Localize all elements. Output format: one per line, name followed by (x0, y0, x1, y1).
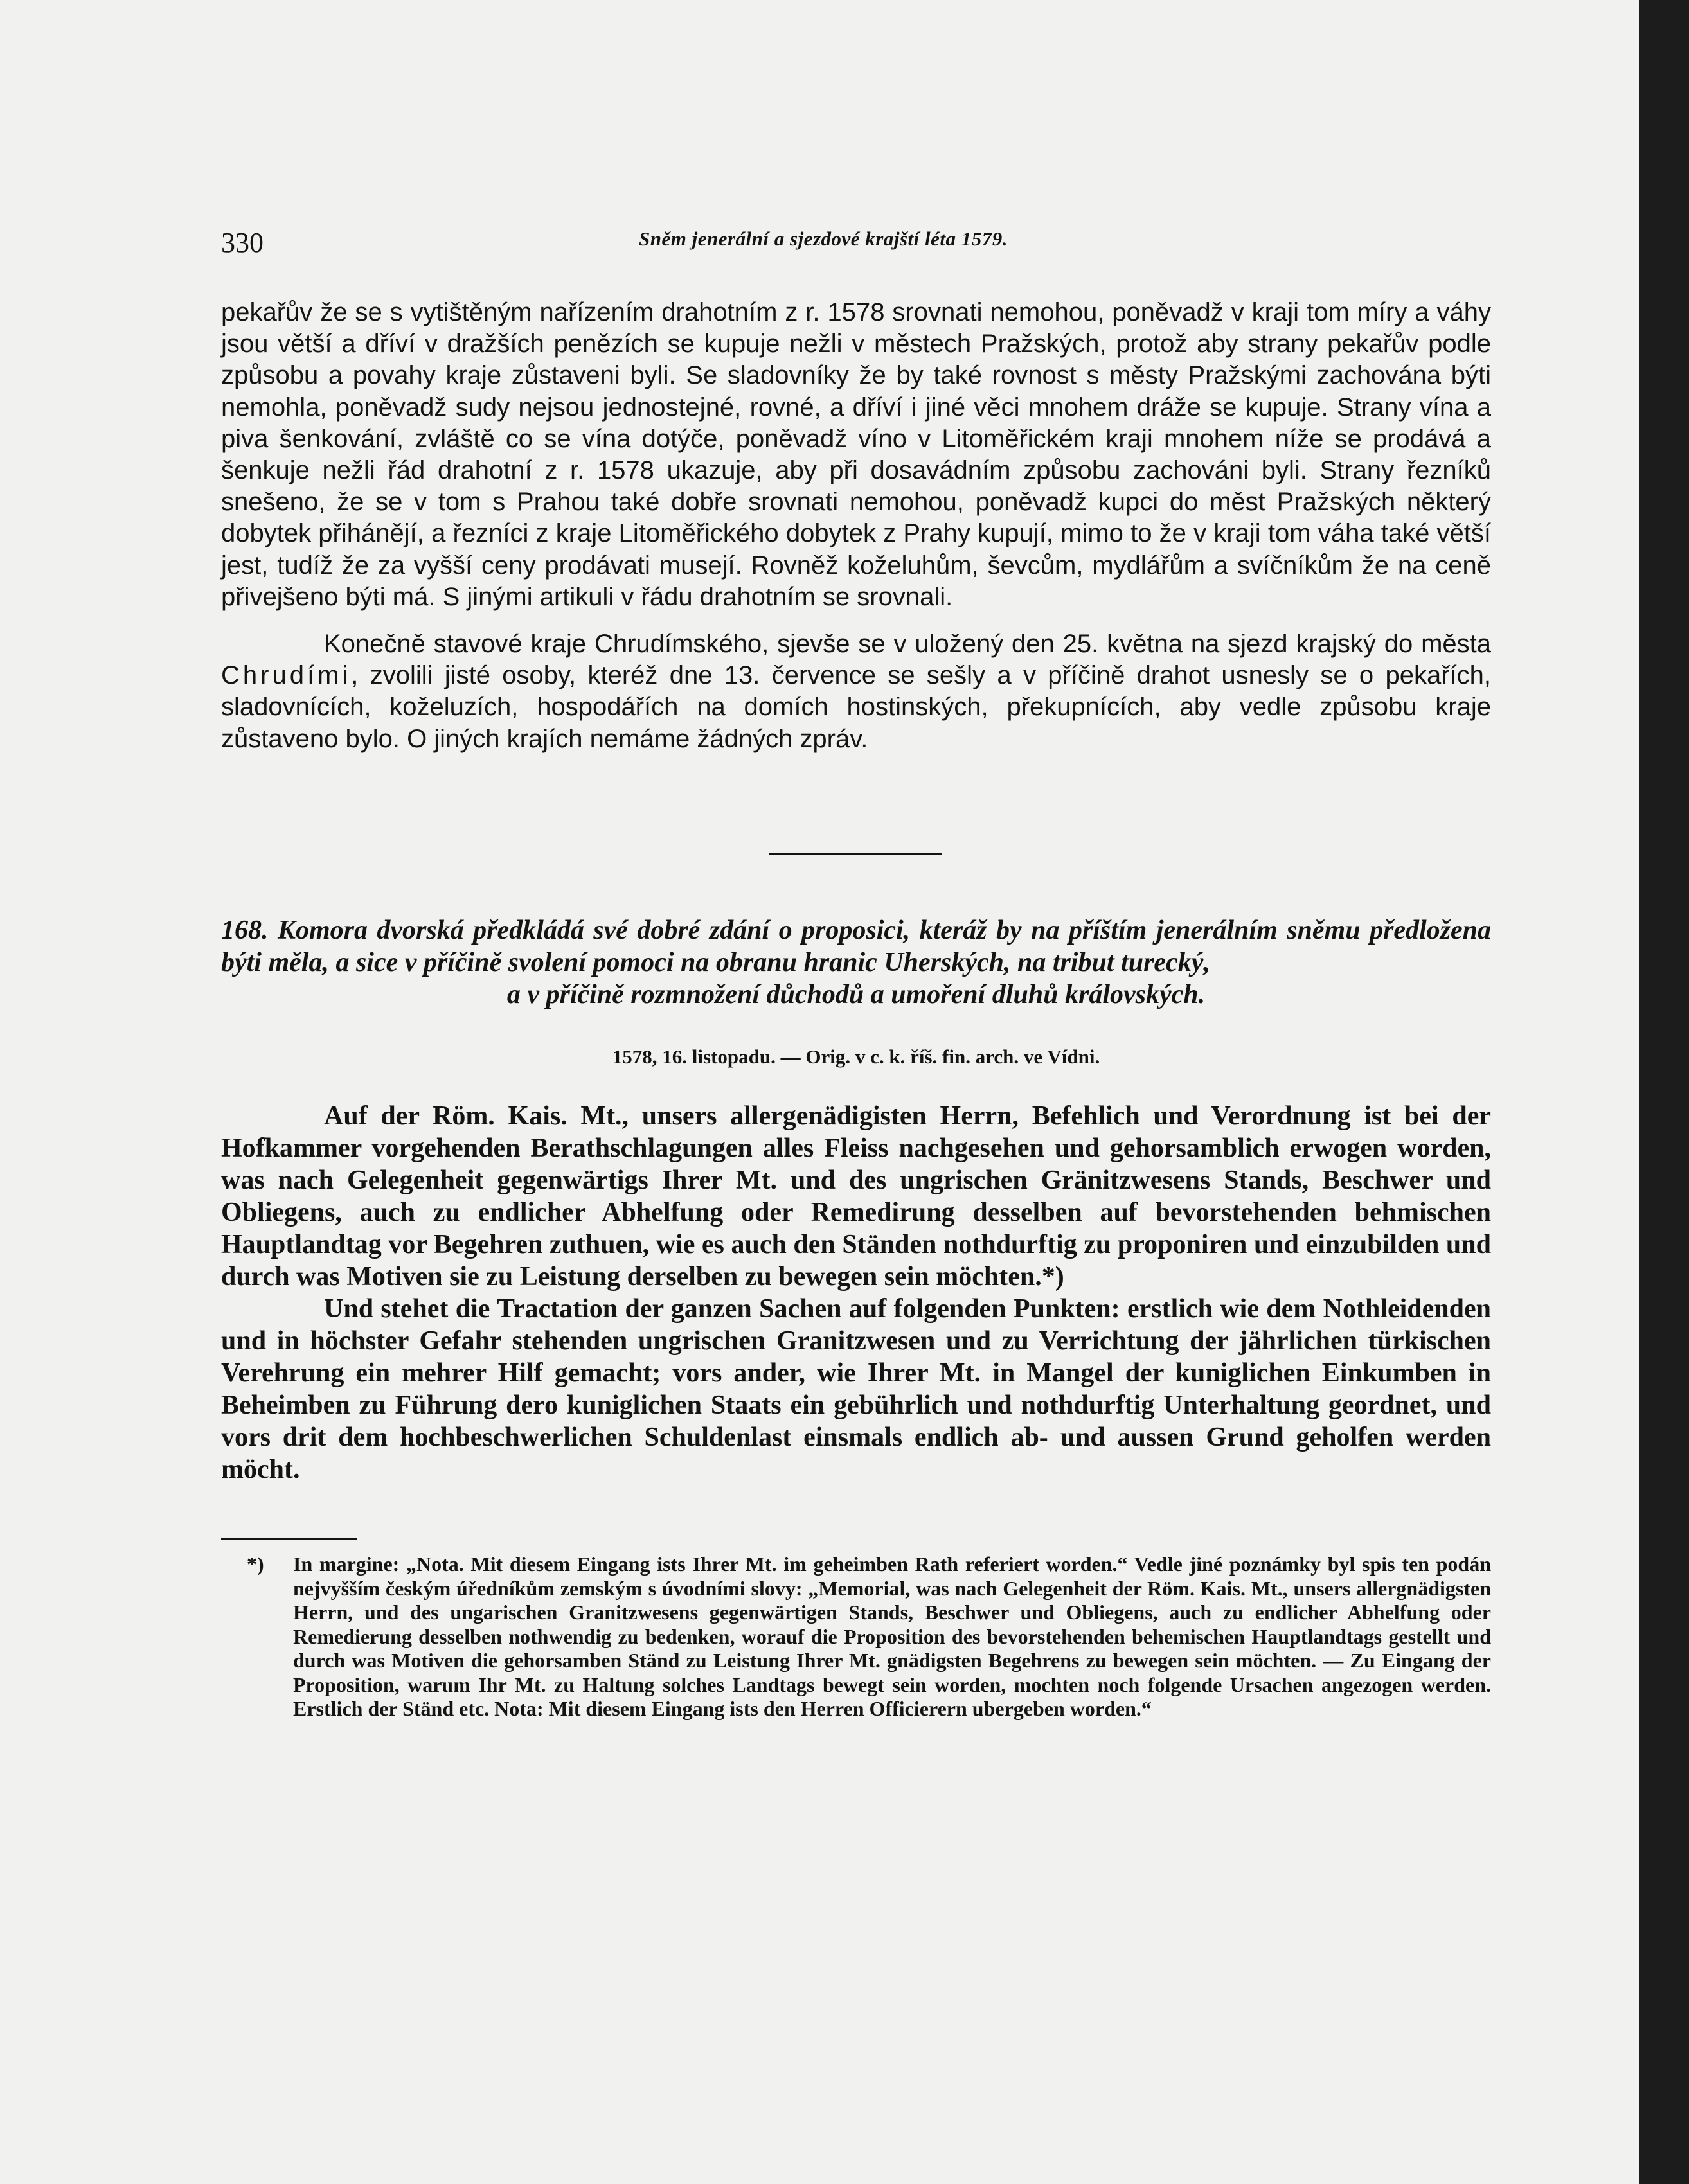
czech-paragraph-2 (221, 628, 1491, 755)
footnote (247, 1552, 1491, 1721)
footnote-marker: *) (247, 1552, 264, 1576)
german-paragraph-2: Und stehet die Tractation der ganzen Sachen auf folgenden Punkten: erstlich wie dem Nothleidenden und in höchster Gefahr stehenden ungrischen Granitzwesen und zu Verrichtung der jährlichen türkischen Verehrung ein mehrer Hilf gemacht; vors ander, wie Ihrer Mt. in Mangel der kuniglichen Einkumben in Beheimben zu Führung dero kuniglichen Staats ein gebührlich und nothdurftig Unterhaltung geordnet, und vors drit dem hochbeschwerlichen Schuldenlast einsmals endlich ab- und aussen Grund geholfen werden möcht. (221, 1294, 1491, 1484)
document-heading (221, 914, 1491, 1011)
document-heading-main: Komora dvorská předkládá své dobré zdání o proposici, kteráž by na příštím jenerálním sněmu předložena býti měla, a sice v příčině svolení pomoci na obranu hranic Uherských, na tribut turecký, (221, 916, 1491, 977)
footnote-text: In margine: „Nota. Mit diesem Eingang ists Ihrer Mt. im geheimben Rath referiert worden.“ Vedle jiné poznámky byl spis ten podán nejvyšším českým úředníkům zemským s úvodními slovy: „Memorial, was nach Gelegenheit der Röm. Kais. Mt., unsers allergnädigsten Herrn, und des ungarischen Granitzwesens gegenwärtigen Stands, Beschwer und Obliegens, auch zu endlicher Abhelfung oder Remedierung desselben nothwendig zu bedenken, worauf die Proposition des bevorstehenden behemischen Hauptlandtags gestellt und durch was Motiven die gehorsamben Ständ zu Leistung Ihrer Mt. gnädigsten Begehrens zu bewegen sein möchten. — Zu Eingang der Proposition, warum Ihr Mt. zu Haltung solches Landtags bewegt sein worden, mochten noch folgende Ursachen angezogen werden. Erstlich der Ständ etc. Nota: Mit diesem Eingang ists den Herren Officierern ubergeben worden.“ (293, 1552, 1491, 1720)
running-title: Sněm jenerální a sjezdové krajští léta 1579. (639, 227, 1008, 250)
footnote-rule (221, 1538, 357, 1540)
page-number: 330 (221, 227, 264, 258)
document-heading-end: a v příčině rozmnožení důchodů a umoření dluhů královských. (506, 980, 1206, 1009)
page-header (221, 226, 1506, 265)
place-name-chrudim: Chrudími (221, 661, 352, 690)
german-text-section (221, 1100, 1491, 1486)
czech-text-section (221, 297, 1491, 755)
german-paragraph-1: Auf der Röm. Kais. Mt., unsers allergenädigisten Herrn, Befehlich und Verordnung ist bei der Hofkammer vorgehenden Berathschlagungen alles Fleiss nachgesehen und gehorsamblich erwogen worden, was nach Gelegenheit gegenwärtigs Ihrer Mt. und des ungrischen Gränitzwesens Stands, Beschwer und Obliegens, auch zu endlicher Abhelfung oder Remedirung desselben auf bevorstehenden behmischen Hauptlandtag vor Begehren zuthuen, wie es auch den Ständen nothdurftig zu proponiren und einzubilden und durch was Motiven sie zu Leistung derselben zu bewegen sein möchten.*) (221, 1101, 1491, 1292)
czech-paragraph-2-end: , zvolili jisté osoby, kteréž dne 13. července se sešly a v příčině drahot usnesly se o pekařích, sladovnících, koželuzích, hospodářích na domích hostinských, překupnících, aby vedle způsobu kraje zůstaveno bylo. O jiných krajích nemáme žádných zpráv. (221, 661, 1491, 753)
section-separator (769, 853, 942, 855)
czech-paragraph-2-start: Konečně stavové kraje Chrudímského, sjevše se v uložený den 25. května na sjezd krajský do města (324, 630, 1491, 659)
document-source: 1578, 16. listopadu. — Orig. v c. k. říš. fin. arch. ve Vídni. (612, 1045, 1100, 1068)
czech-paragraph-1: pekařův že se s vytištěným nařízením drahotním z r. 1578 srovnati nemohou, poněvadž v kraji tom míry a váhy jsou větší a dříví v dražších penězích se kupuje nežli v městech Pražských, protož aby strany pekařův podle způsobu a povahy kraje zůstaveni byli. Se sladovníky že by také rovnost s městy Pražskými zachována býti nemohla, poněvadž sudy nejsou jednostejné, rovné, a dříví i jiné věci mnohem dráže se kupuje. Strany vína a piva šenkování, zvláště co se vína dotýče, poněvadž víno v Litoměřickém kraji mnohem níže se prodává a šenkuje nežli řád drahotní z r. 1578 ukazuje, aby při dosavádním způsobu zachováni byli. Strany řezníků snešeno, že se v tom s Prahou také dobře srovnati nemohou, poněvadž kupci do měst Pražských některý dobytek přihánějí, a řezníci z kraje Litoměřického dobytek z Prahy kupují, mimo to že v kraji tom váha také větší jest, tudíž že za vyšší ceny prodávati musejí. Rovněž koželuhům, ševcům, mydlářům a svíčníkům že na ceně přivejšeno býti má. S jinými artikuli v řádu drahotním se srovnali. (221, 298, 1491, 611)
document-number: 168. (221, 916, 269, 945)
